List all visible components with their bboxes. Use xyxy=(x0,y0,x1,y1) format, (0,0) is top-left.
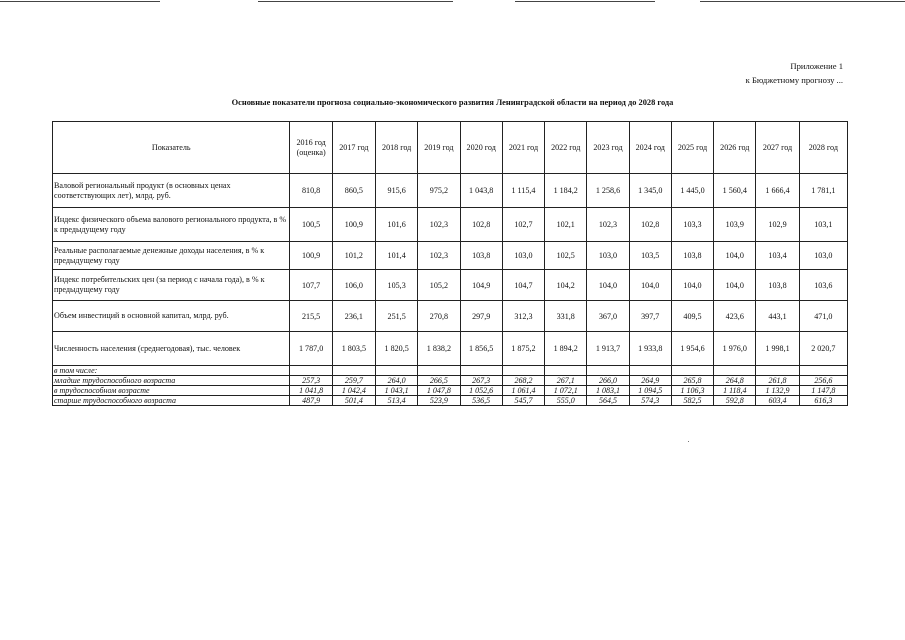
appendix-line-1: Приложение 1 xyxy=(790,61,843,71)
table-cell: 267,1 xyxy=(545,376,587,386)
table-cell: 103,0 xyxy=(799,242,847,270)
table-cell: 1 875,2 xyxy=(502,332,544,366)
table-cell: 1 856,5 xyxy=(460,332,502,366)
header-year: 2027 год xyxy=(756,122,799,174)
table-cell: 103,3 xyxy=(671,208,713,242)
table-cell: 1 803,5 xyxy=(332,332,375,366)
table-cell: 603,4 xyxy=(756,396,799,406)
subheader-label: в том числе: xyxy=(53,366,290,376)
empty-cell xyxy=(460,366,502,376)
table-cell: 102,8 xyxy=(629,208,671,242)
table-cell: 102,3 xyxy=(418,242,460,270)
table-cell: 1 047,8 xyxy=(418,386,460,396)
table-cell: 103,8 xyxy=(756,270,799,301)
table-cell: 1 043,1 xyxy=(376,386,418,396)
table-cell: 1 787,0 xyxy=(290,332,332,366)
subheader-row xyxy=(53,366,848,376)
table-cell: 103,0 xyxy=(587,242,629,270)
table-cell: 501,4 xyxy=(332,396,375,406)
table-cell: 523,9 xyxy=(418,396,460,406)
header-year-2016 xyxy=(290,122,332,174)
top-rule-right xyxy=(700,1,905,2)
table-cell: 105,2 xyxy=(418,270,460,301)
table-cell: 107,7 xyxy=(290,270,332,301)
table-cell: 1 106,3 xyxy=(671,386,713,396)
subrow-label: старше трудоспособного возраста xyxy=(53,396,290,406)
top-rule-mid-1 xyxy=(258,1,453,2)
empty-cell xyxy=(587,366,629,376)
empty-cell xyxy=(714,366,756,376)
table-cell: 1 560,4 xyxy=(714,174,756,208)
table-cell: 487,9 xyxy=(290,396,332,406)
table-cell: 102,8 xyxy=(460,208,502,242)
table-cell: 101,2 xyxy=(332,242,375,270)
table-cell: 1 258,6 xyxy=(587,174,629,208)
table-cell: 1 345,0 xyxy=(629,174,671,208)
table-cell: 103,6 xyxy=(799,270,847,301)
top-rule-left xyxy=(0,1,160,2)
table-cell: 513,4 xyxy=(376,396,418,406)
table-cell: 215,5 xyxy=(290,301,332,332)
table-cell: 251,5 xyxy=(376,301,418,332)
row-label: Реальные располагаемые денежные доходы населения, в % к предыдущему году xyxy=(53,242,290,270)
table-row xyxy=(53,174,848,208)
table-cell: 101,6 xyxy=(376,208,418,242)
header-year: 2022 год xyxy=(545,122,587,174)
header-year: 2020 год xyxy=(460,122,502,174)
table-cell: 102,3 xyxy=(418,208,460,242)
table-cell: 102,7 xyxy=(502,208,544,242)
table-cell: 104,9 xyxy=(460,270,502,301)
header-year: 2024 год xyxy=(629,122,671,174)
header-year: 2021 год xyxy=(502,122,544,174)
table-cell: 545,7 xyxy=(502,396,544,406)
table-cell: 443,1 xyxy=(756,301,799,332)
table-cell: 1 894,2 xyxy=(545,332,587,366)
empty-cell xyxy=(629,366,671,376)
table-cell: 257,3 xyxy=(290,376,332,386)
table-cell: 102,9 xyxy=(756,208,799,242)
table-cell: 1 954,6 xyxy=(671,332,713,366)
table-cell: 1 043,8 xyxy=(460,174,502,208)
table-cell: 104,0 xyxy=(629,270,671,301)
table-cell: 975,2 xyxy=(418,174,460,208)
table-row xyxy=(53,208,848,242)
header-year: 2028 год xyxy=(799,122,847,174)
table-row xyxy=(53,301,848,332)
table-row xyxy=(53,332,848,366)
table-cell: 810,8 xyxy=(290,174,332,208)
table-cell: 103,8 xyxy=(671,242,713,270)
table-cell: 1 781,1 xyxy=(799,174,847,208)
table-cell: 265,8 xyxy=(671,376,713,386)
table-cell: 1 998,1 xyxy=(756,332,799,366)
table-cell: 103,5 xyxy=(629,242,671,270)
forecast-table xyxy=(52,121,848,406)
header-year-2016-label: 2016 год xyxy=(296,137,326,147)
table-cell: 267,3 xyxy=(460,376,502,386)
table-cell: 1 072,1 xyxy=(545,386,587,396)
subrow-label: в трудоспособном возрасте xyxy=(53,386,290,396)
header-row xyxy=(53,122,848,174)
table-cell: 1 115,4 xyxy=(502,174,544,208)
table-cell: 104,7 xyxy=(502,270,544,301)
header-year: 2026 год xyxy=(714,122,756,174)
header-year: 2019 год xyxy=(418,122,460,174)
table-cell: 104,0 xyxy=(587,270,629,301)
table-cell: 1 118,4 xyxy=(714,386,756,396)
table-cell: 1 061,4 xyxy=(502,386,544,396)
table-row xyxy=(53,242,848,270)
header-year: 2023 год xyxy=(587,122,629,174)
table-cell: 1 083,1 xyxy=(587,386,629,396)
table-cell: 471,0 xyxy=(799,301,847,332)
table-row xyxy=(53,270,848,301)
table-cell: 103,9 xyxy=(714,208,756,242)
subrow-label: младше трудоспособного возраста xyxy=(53,376,290,386)
table-cell: 256,6 xyxy=(799,376,847,386)
table-cell: 915,6 xyxy=(376,174,418,208)
table-cell: 1 933,8 xyxy=(629,332,671,366)
table-cell: 264,8 xyxy=(714,376,756,386)
table-cell: 1 052,6 xyxy=(460,386,502,396)
row-label: Валовой региональный продукт (в основных ценах соответствующих лет), млрд. руб. xyxy=(53,174,290,208)
table-cell: 1 838,2 xyxy=(418,332,460,366)
document-title: Основные показатели прогноза социально-экономического развития Ленинградской области на период до 2028 года xyxy=(231,98,674,107)
table-cell: 860,5 xyxy=(332,174,375,208)
table-cell: 592,8 xyxy=(714,396,756,406)
table-cell: 264,0 xyxy=(376,376,418,386)
table-cell: 104,0 xyxy=(671,270,713,301)
top-rule-mid-2 xyxy=(515,1,655,2)
table-cell: 1 913,7 xyxy=(587,332,629,366)
table-cell: 1 042,4 xyxy=(332,386,375,396)
table-cell: 297,9 xyxy=(460,301,502,332)
table-cell: 536,5 xyxy=(460,396,502,406)
header-year-2016-note: (оценка) xyxy=(296,147,326,157)
table-cell: 1 094,5 xyxy=(629,386,671,396)
table-cell: 261,8 xyxy=(756,376,799,386)
table-cell: 102,1 xyxy=(545,208,587,242)
empty-cell xyxy=(502,366,544,376)
subtable-row xyxy=(53,376,848,386)
table-cell: 1 184,2 xyxy=(545,174,587,208)
appendix-note xyxy=(746,59,843,87)
row-label: Индекс физического объема валового регионального продукта, в % к предыдущему году xyxy=(53,208,290,242)
empty-cell xyxy=(332,366,375,376)
table-cell: 103,4 xyxy=(756,242,799,270)
subtable-row xyxy=(53,396,848,406)
header-indicator: Показатель xyxy=(53,122,290,174)
table-cell: 2 020,7 xyxy=(799,332,847,366)
subtable-row xyxy=(53,386,848,396)
table-cell: 105,3 xyxy=(376,270,418,301)
table-cell: 423,6 xyxy=(714,301,756,332)
table-cell: 102,5 xyxy=(545,242,587,270)
table-cell: 103,0 xyxy=(502,242,544,270)
empty-cell xyxy=(418,366,460,376)
table-cell: 1 976,0 xyxy=(714,332,756,366)
table-cell: 1 147,8 xyxy=(799,386,847,396)
table-cell: 555,0 xyxy=(545,396,587,406)
table-cell: 331,8 xyxy=(545,301,587,332)
table-cell: 102,3 xyxy=(587,208,629,242)
table-cell: 574,3 xyxy=(629,396,671,406)
header-year: 2017 год xyxy=(332,122,375,174)
header-year: 2025 год xyxy=(671,122,713,174)
row-label: Объем инвестиций в основной капитал, млрд. руб. xyxy=(53,301,290,332)
table-cell: 616,3 xyxy=(799,396,847,406)
table-cell: 1 041,8 xyxy=(290,386,332,396)
table-cell: 103,1 xyxy=(799,208,847,242)
table-cell: 312,3 xyxy=(502,301,544,332)
empty-cell xyxy=(671,366,713,376)
table-cell: 397,7 xyxy=(629,301,671,332)
table-cell: 100,5 xyxy=(290,208,332,242)
table-cell: 264,9 xyxy=(629,376,671,386)
empty-cell xyxy=(799,366,847,376)
table-cell: 270,8 xyxy=(418,301,460,332)
table-cell: 1 445,0 xyxy=(671,174,713,208)
table-cell: 582,5 xyxy=(671,396,713,406)
table-cell: 259,7 xyxy=(332,376,375,386)
table-cell: 367,0 xyxy=(587,301,629,332)
table-cell: 268,2 xyxy=(502,376,544,386)
table-cell: 409,5 xyxy=(671,301,713,332)
empty-cell xyxy=(376,366,418,376)
row-label: Численность населения (среднегодовая), тыс. человек xyxy=(53,332,290,366)
table-cell: 100,9 xyxy=(332,208,375,242)
table-cell: 100,9 xyxy=(290,242,332,270)
row-label: Индекс потребительских цен (за период с начала года), в % к предыдущему году xyxy=(53,270,290,301)
table-cell: 1 666,4 xyxy=(756,174,799,208)
table-cell: 106,0 xyxy=(332,270,375,301)
table-cell: 266,5 xyxy=(418,376,460,386)
table-cell: 236,1 xyxy=(332,301,375,332)
scan-speck xyxy=(688,441,689,442)
table-cell: 1 820,5 xyxy=(376,332,418,366)
empty-cell xyxy=(290,366,332,376)
table-body xyxy=(53,174,848,406)
table-cell: 104,2 xyxy=(545,270,587,301)
table-cell: 564,5 xyxy=(587,396,629,406)
table-cell: 266,0 xyxy=(587,376,629,386)
table-cell: 104,0 xyxy=(714,270,756,301)
table-cell: 101,4 xyxy=(376,242,418,270)
empty-cell xyxy=(756,366,799,376)
empty-cell xyxy=(545,366,587,376)
header-year: 2018 год xyxy=(376,122,418,174)
appendix-line-2: к Бюджетному прогнозу ... xyxy=(745,75,843,85)
table-cell: 1 132,9 xyxy=(756,386,799,396)
table-cell: 103,8 xyxy=(460,242,502,270)
table-cell: 104,0 xyxy=(714,242,756,270)
